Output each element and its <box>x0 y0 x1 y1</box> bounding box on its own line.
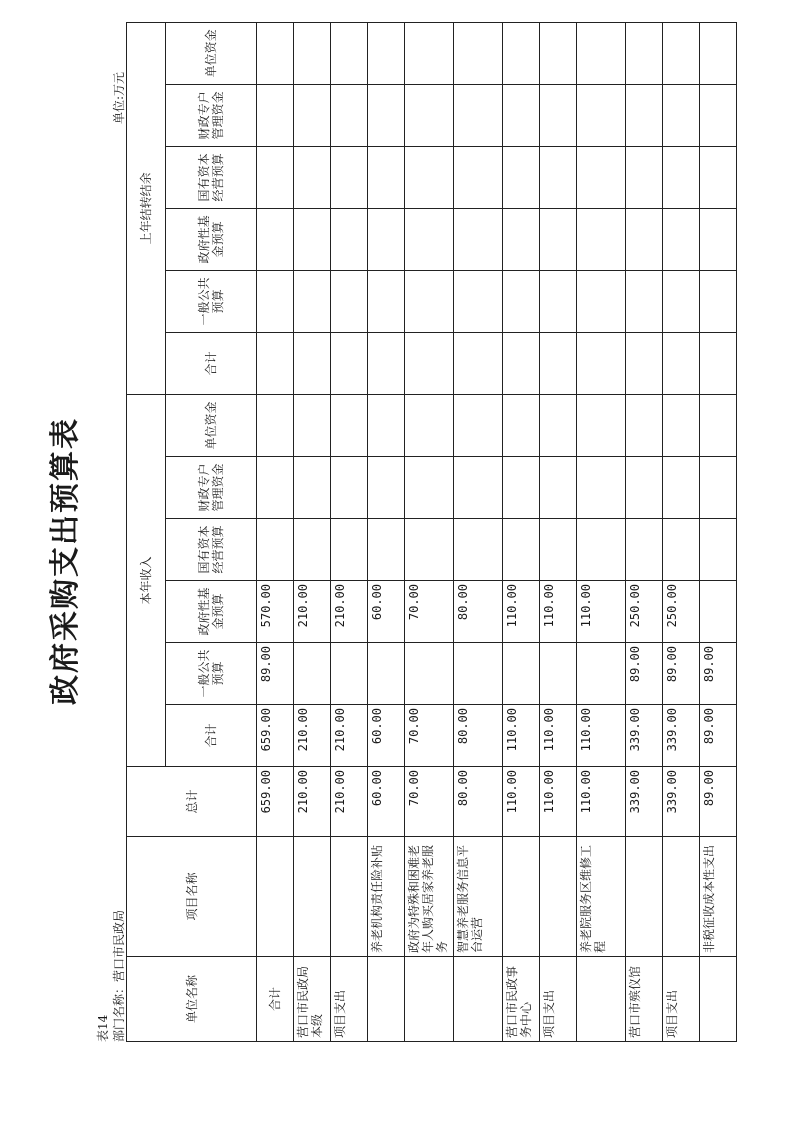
prior-general-budget-cell <box>294 270 331 332</box>
table-row <box>331 22 368 1041</box>
current-unit-fund-cell <box>454 394 503 456</box>
prior-special-account-fund-cell <box>454 84 503 146</box>
header-prev-state-capital-budget: 国有资本经营预算 <box>166 146 257 208</box>
current-sum-cell: 60.00 <box>368 705 405 767</box>
unit-name-cell: 项目支出 <box>663 957 700 1042</box>
current-unit-fund-cell <box>663 394 700 456</box>
table-row <box>405 22 454 1041</box>
prior-general-budget-cell <box>540 270 577 332</box>
prior-general-budget-cell <box>577 270 626 332</box>
prior-special-account-fund-cell <box>503 84 540 146</box>
prior-unit-fund-cell <box>454 22 503 84</box>
table-row <box>454 22 503 1041</box>
current-fund-budget-cell: 80.00 <box>454 581 503 643</box>
current-state-capital-budget-cell <box>503 519 540 581</box>
current-fund-budget-cell: 110.00 <box>503 581 540 643</box>
current-special-account-fund-cell <box>294 457 331 519</box>
current-unit-fund-cell <box>540 394 577 456</box>
total-cell: 89.00 <box>700 767 737 837</box>
table-row <box>368 22 405 1041</box>
current-unit-fund-cell <box>368 394 405 456</box>
total-cell: 110.00 <box>577 767 626 837</box>
prior-general-budget-cell <box>503 270 540 332</box>
current-unit-fund-cell <box>331 394 368 456</box>
header-prev-general-budget: 一般公共预算 <box>166 270 257 332</box>
current-general-budget-cell: 89.00 <box>700 643 737 705</box>
total-cell: 210.00 <box>294 767 331 837</box>
prior-unit-fund-cell <box>368 22 405 84</box>
current-general-budget-cell <box>368 643 405 705</box>
prior-unit-fund-cell <box>503 22 540 84</box>
prior-fund-budget-cell <box>257 208 294 270</box>
unit-name-cell: 合计 <box>257 957 294 1042</box>
total-cell: 659.00 <box>257 767 294 837</box>
prior-special-account-fund-cell <box>405 84 454 146</box>
header-cur-special-account-fund: 财政专户管理资金 <box>166 457 257 519</box>
unit-name-cell <box>577 957 626 1042</box>
project-name-cell <box>331 837 368 957</box>
current-sum-cell: 210.00 <box>331 705 368 767</box>
current-fund-budget-cell: 70.00 <box>405 581 454 643</box>
prior-fund-budget-cell <box>663 208 700 270</box>
unit-name-cell: 项目支出 <box>331 957 368 1042</box>
prior-unit-fund-cell <box>577 22 626 84</box>
prior-state-capital-budget-cell <box>540 146 577 208</box>
prior-unit-fund-cell <box>405 22 454 84</box>
current-state-capital-budget-cell <box>663 519 700 581</box>
current-sum-cell: 70.00 <box>405 705 454 767</box>
unit-label: 单位:万元 <box>112 72 126 125</box>
prior-state-capital-budget-cell <box>368 146 405 208</box>
prior-general-budget-cell <box>368 270 405 332</box>
unit-name-cell: 项目支出 <box>540 957 577 1042</box>
prior-special-account-fund-cell <box>540 84 577 146</box>
current-state-capital-budget-cell <box>700 519 737 581</box>
current-general-budget-cell <box>540 643 577 705</box>
current-fund-budget-cell: 570.00 <box>257 581 294 643</box>
unit-name-cell <box>405 957 454 1042</box>
project-name-cell <box>540 837 577 957</box>
current-fund-budget-cell: 110.00 <box>577 581 626 643</box>
header-cur-unit-fund: 单位资金 <box>166 394 257 456</box>
project-name-cell <box>294 837 331 957</box>
current-state-capital-budget-cell <box>577 519 626 581</box>
current-general-budget-cell <box>331 643 368 705</box>
prior-state-capital-budget-cell <box>294 146 331 208</box>
current-unit-fund-cell <box>577 394 626 456</box>
prior-general-budget-cell <box>405 270 454 332</box>
current-special-account-fund-cell <box>626 457 663 519</box>
current-state-capital-budget-cell <box>454 519 503 581</box>
prior-state-capital-budget-cell <box>331 146 368 208</box>
table-row <box>577 22 626 1041</box>
table-row <box>540 22 577 1041</box>
current-sum-cell: 110.00 <box>540 705 577 767</box>
prior-sum-cell <box>257 332 294 394</box>
current-unit-fund-cell <box>294 394 331 456</box>
budget-table <box>126 22 737 1042</box>
current-special-account-fund-cell <box>577 457 626 519</box>
prior-special-account-fund-cell <box>663 84 700 146</box>
prior-sum-cell <box>700 332 737 394</box>
current-special-account-fund-cell <box>368 457 405 519</box>
total-cell: 110.00 <box>503 767 540 837</box>
header-cur-general-budget: 一般公共预算 <box>166 643 257 705</box>
prior-fund-budget-cell <box>405 208 454 270</box>
unit-name-cell: 营口市民政局本级 <box>294 957 331 1042</box>
current-general-budget-cell <box>405 643 454 705</box>
current-state-capital-budget-cell <box>626 519 663 581</box>
header-prev-special-account-fund: 财政专户管理资金 <box>166 84 257 146</box>
project-name-cell: 智慧养老服务信息平台运营 <box>454 837 503 957</box>
prior-sum-cell <box>577 332 626 394</box>
document-title: 政府采购支出预算表 <box>48 417 83 705</box>
project-name-cell: 政府为特殊和困难老年人购买居家养老服务 <box>405 837 454 957</box>
header-prev-unit-fund: 单位资金 <box>166 22 257 84</box>
current-special-account-fund-cell <box>331 457 368 519</box>
prior-sum-cell <box>540 332 577 394</box>
prior-sum-cell <box>405 332 454 394</box>
prior-sum-cell <box>294 332 331 394</box>
header-prior-carryover: 上年结转结余 <box>127 22 166 394</box>
unit-name-cell <box>700 957 737 1042</box>
header-cur-fund-budget: 政府性基金预算 <box>166 581 257 643</box>
current-fund-budget-cell: 250.00 <box>663 581 700 643</box>
current-general-budget-cell <box>454 643 503 705</box>
prior-fund-budget-cell <box>503 208 540 270</box>
prior-general-budget-cell <box>626 270 663 332</box>
table-row <box>257 22 294 1041</box>
current-sum-cell: 110.00 <box>577 705 626 767</box>
prior-special-account-fund-cell <box>626 84 663 146</box>
current-sum-cell: 339.00 <box>663 705 700 767</box>
prior-state-capital-budget-cell <box>577 146 626 208</box>
current-state-capital-budget-cell <box>294 519 331 581</box>
unit-name-cell <box>454 957 503 1042</box>
header-current-income: 本年收入 <box>127 394 166 766</box>
prior-unit-fund-cell <box>294 22 331 84</box>
current-state-capital-budget-cell <box>257 519 294 581</box>
prior-special-account-fund-cell <box>368 84 405 146</box>
table-row <box>700 22 737 1041</box>
prior-unit-fund-cell <box>540 22 577 84</box>
prior-sum-cell <box>626 332 663 394</box>
total-cell: 339.00 <box>626 767 663 837</box>
prior-general-budget-cell <box>454 270 503 332</box>
prior-sum-cell <box>663 332 700 394</box>
current-special-account-fund-cell <box>454 457 503 519</box>
current-fund-budget-cell: 60.00 <box>368 581 405 643</box>
prior-fund-budget-cell <box>540 208 577 270</box>
current-unit-fund-cell <box>626 394 663 456</box>
prior-unit-fund-cell <box>626 22 663 84</box>
project-name-cell <box>663 837 700 957</box>
current-general-budget-cell: 89.00 <box>663 643 700 705</box>
prior-fund-budget-cell <box>331 208 368 270</box>
current-sum-cell: 80.00 <box>454 705 503 767</box>
project-name-cell <box>626 837 663 957</box>
department-name: 部门名称：营口市民政局 <box>112 909 126 1042</box>
current-special-account-fund-cell <box>700 457 737 519</box>
prior-unit-fund-cell <box>700 22 737 84</box>
prior-state-capital-budget-cell <box>700 146 737 208</box>
current-unit-fund-cell <box>257 394 294 456</box>
current-general-budget-cell <box>503 643 540 705</box>
prior-sum-cell <box>331 332 368 394</box>
prior-unit-fund-cell <box>257 22 294 84</box>
prior-general-budget-cell <box>331 270 368 332</box>
current-state-capital-budget-cell <box>331 519 368 581</box>
current-sum-cell: 339.00 <box>626 705 663 767</box>
current-sum-cell: 210.00 <box>294 705 331 767</box>
prior-state-capital-budget-cell <box>503 146 540 208</box>
header-unit-name: 单位名称 <box>127 957 257 1042</box>
current-state-capital-budget-cell <box>540 519 577 581</box>
prior-special-account-fund-cell <box>700 84 737 146</box>
table-row <box>626 22 663 1041</box>
prior-state-capital-budget-cell <box>257 146 294 208</box>
prior-general-budget-cell <box>257 270 294 332</box>
current-fund-budget-cell: 250.00 <box>626 581 663 643</box>
header-cur-state-capital-budget: 国有资本经营预算 <box>166 519 257 581</box>
current-special-account-fund-cell <box>257 457 294 519</box>
table-row <box>294 22 331 1041</box>
current-fund-budget-cell: 210.00 <box>294 581 331 643</box>
prior-special-account-fund-cell <box>577 84 626 146</box>
table-row <box>503 22 540 1041</box>
prior-sum-cell <box>503 332 540 394</box>
table-row <box>663 22 700 1041</box>
prior-unit-fund-cell <box>331 22 368 84</box>
prior-fund-budget-cell <box>454 208 503 270</box>
total-cell: 210.00 <box>331 767 368 837</box>
prior-fund-budget-cell <box>626 208 663 270</box>
prior-special-account-fund-cell <box>294 84 331 146</box>
current-general-budget-cell <box>294 643 331 705</box>
project-name-cell <box>257 837 294 957</box>
current-fund-budget-cell <box>700 581 737 643</box>
unit-name-cell: 营口市殡仪馆 <box>626 957 663 1042</box>
prior-state-capital-budget-cell <box>454 146 503 208</box>
total-cell: 339.00 <box>663 767 700 837</box>
prior-general-budget-cell <box>663 270 700 332</box>
current-special-account-fund-cell <box>663 457 700 519</box>
unit-name-cell: 营口市民政事务中心 <box>503 957 540 1042</box>
current-sum-cell: 110.00 <box>503 705 540 767</box>
total-cell: 60.00 <box>368 767 405 837</box>
unit-name-cell <box>368 957 405 1042</box>
current-general-budget-cell: 89.00 <box>626 643 663 705</box>
prior-fund-budget-cell <box>368 208 405 270</box>
current-general-budget-cell <box>577 643 626 705</box>
prior-state-capital-budget-cell <box>626 146 663 208</box>
total-cell: 70.00 <box>405 767 454 837</box>
project-name-cell: 非税征收成本性支出 <box>700 837 737 957</box>
prior-sum-cell <box>454 332 503 394</box>
header-cur-sum: 合计 <box>166 705 257 767</box>
table-number: 表14 <box>96 1014 110 1042</box>
prior-sum-cell <box>368 332 405 394</box>
prior-state-capital-budget-cell <box>405 146 454 208</box>
current-state-capital-budget-cell <box>405 519 454 581</box>
header-prev-fund-budget: 政府性基金预算 <box>166 208 257 270</box>
project-name-cell <box>503 837 540 957</box>
current-unit-fund-cell <box>405 394 454 456</box>
prior-fund-budget-cell <box>294 208 331 270</box>
current-special-account-fund-cell <box>503 457 540 519</box>
current-state-capital-budget-cell <box>368 519 405 581</box>
prior-fund-budget-cell <box>700 208 737 270</box>
current-general-budget-cell: 89.00 <box>257 643 294 705</box>
current-fund-budget-cell: 110.00 <box>540 581 577 643</box>
header-prev-sum: 合计 <box>166 332 257 394</box>
total-cell: 80.00 <box>454 767 503 837</box>
prior-special-account-fund-cell <box>257 84 294 146</box>
prior-special-account-fund-cell <box>331 84 368 146</box>
header-total: 总计 <box>127 767 257 837</box>
current-unit-fund-cell <box>700 394 737 456</box>
prior-general-budget-cell <box>700 270 737 332</box>
current-fund-budget-cell: 210.00 <box>331 581 368 643</box>
current-sum-cell: 89.00 <box>700 705 737 767</box>
header-project-name: 项目名称 <box>127 837 257 957</box>
project-name-cell: 养老院服务区维修工程 <box>577 837 626 957</box>
prior-fund-budget-cell <box>577 208 626 270</box>
current-special-account-fund-cell <box>540 457 577 519</box>
current-special-account-fund-cell <box>405 457 454 519</box>
prior-unit-fund-cell <box>663 22 700 84</box>
prior-state-capital-budget-cell <box>663 146 700 208</box>
current-unit-fund-cell <box>503 394 540 456</box>
current-sum-cell: 659.00 <box>257 705 294 767</box>
total-cell: 110.00 <box>540 767 577 837</box>
project-name-cell: 养老机构责任险补贴 <box>368 837 405 957</box>
